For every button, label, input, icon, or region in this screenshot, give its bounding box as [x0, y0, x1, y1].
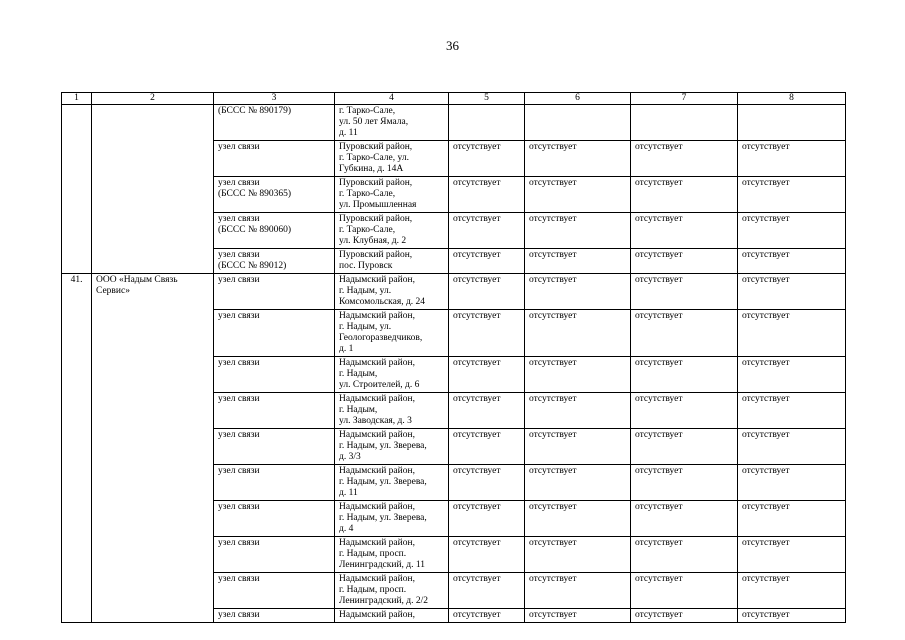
organization-cell: ООО «Надым Связь Сервис»: [92, 274, 214, 623]
col6-cell: отсутствует: [525, 249, 631, 274]
column-header-1: 1: [62, 93, 92, 105]
row-number-cell: 41.: [62, 274, 92, 623]
col7-cell: отсутствует: [631, 465, 738, 501]
col6-cell: отсутствует: [525, 141, 631, 177]
col8-cell: отсутствует: [738, 429, 846, 465]
col8-cell: отсутствует: [738, 393, 846, 429]
col5-cell: [449, 105, 525, 141]
object-type-cell: узел связи (БССС № 890365): [214, 177, 335, 213]
col7-cell: отсутствует: [631, 573, 738, 609]
column-header-4: 4: [335, 93, 449, 105]
col8-cell: отсутствует: [738, 357, 846, 393]
column-header-8: 8: [738, 93, 846, 105]
address-cell: Пуровский район, пос. Пуровск: [335, 249, 449, 274]
object-type-cell: узел связи: [214, 429, 335, 465]
object-type-cell: (БССС № 890179): [214, 105, 335, 141]
column-header-7: 7: [631, 93, 738, 105]
col7-cell: отсутствует: [631, 429, 738, 465]
address-cell: Пуровский район, г. Тарко-Сале, ул. Губкина, д. 14А: [335, 141, 449, 177]
column-header-5: 5: [449, 93, 525, 105]
address-cell: Надымский район, г. Надым, просп. Ленинградский, д. 11: [335, 537, 449, 573]
address-cell: Надымский район, г. Надым, ул. Зверева, д. 3/3: [335, 429, 449, 465]
page-number: 36: [446, 38, 459, 53]
object-type-cell: узел связи: [214, 465, 335, 501]
object-type-cell: узел связи: [214, 141, 335, 177]
organization-cell: [92, 105, 214, 274]
col6-cell: отсутствует: [525, 429, 631, 465]
col6-cell: отсутствует: [525, 393, 631, 429]
col7-cell: отсутствует: [631, 609, 738, 623]
col6-cell: отсутствует: [525, 573, 631, 609]
object-type-cell: узел связи: [214, 573, 335, 609]
col7-cell: отсутствует: [631, 177, 738, 213]
col5-cell: отсутствует: [449, 177, 525, 213]
col5-cell: отсутствует: [449, 465, 525, 501]
document-table: [61, 92, 846, 623]
col5-cell: отсутствует: [449, 393, 525, 429]
object-type-cell: узел связи: [214, 609, 335, 623]
col7-cell: отсутствует: [631, 501, 738, 537]
object-type-cell: узел связи (БССС № 890060): [214, 213, 335, 249]
address-cell: г. Тарко-Сале, ул. 50 лет Ямала, д. 11: [335, 105, 449, 141]
object-type-cell: узел связи: [214, 274, 335, 310]
object-type-cell: узел связи: [214, 310, 335, 357]
address-cell: Надымский район, г. Надым, ул. Зверева, д. 11: [335, 465, 449, 501]
col5-cell: отсутствует: [449, 501, 525, 537]
col5-cell: отсутствует: [449, 141, 525, 177]
address-cell: Надымский район, г. Надым, ул. Заводская, д. 3: [335, 393, 449, 429]
col7-cell: отсутствует: [631, 213, 738, 249]
col5-cell: отсутствует: [449, 537, 525, 573]
object-type-cell: узел связи: [214, 501, 335, 537]
address-cell: Надымский район, г. Надым, ул. Комсомольская, д. 24: [335, 274, 449, 310]
col8-cell: отсутствует: [738, 501, 846, 537]
address-cell: Надымский район, г. Надым, ул. Зверева, д. 4: [335, 501, 449, 537]
col7-cell: отсутствует: [631, 274, 738, 310]
col5-cell: отсутствует: [449, 609, 525, 623]
col6-cell: отсутствует: [525, 609, 631, 623]
col8-cell: отсутствует: [738, 609, 846, 623]
col5-cell: отсутствует: [449, 274, 525, 310]
col8-cell: отсутствует: [738, 274, 846, 310]
col8-cell: отсутствует: [738, 249, 846, 274]
row-number-cell: [62, 105, 92, 274]
col8-cell: [738, 105, 846, 141]
col6-cell: отсутствует: [525, 537, 631, 573]
col7-cell: отсутствует: [631, 357, 738, 393]
col8-cell: отсутствует: [738, 141, 846, 177]
address-cell: Надымский район,: [335, 609, 449, 623]
table-body: [62, 93, 846, 623]
col7-cell: отсутствует: [631, 393, 738, 429]
col6-cell: отсутствует: [525, 274, 631, 310]
col5-cell: отсутствует: [449, 429, 525, 465]
col7-cell: отсутствует: [631, 310, 738, 357]
col6-cell: отсутствует: [525, 357, 631, 393]
col6-cell: [525, 105, 631, 141]
col5-cell: отсутствует: [449, 249, 525, 274]
col5-cell: отсутствует: [449, 213, 525, 249]
object-type-cell: узел связи: [214, 537, 335, 573]
col8-cell: отсутствует: [738, 573, 846, 609]
address-cell: Надымский район, г. Надым, просп. Ленинградский, д. 2/2: [335, 573, 449, 609]
col7-cell: отсутствует: [631, 249, 738, 274]
address-cell: Пуровский район, г. Тарко-Сале, ул. Промышленная: [335, 177, 449, 213]
column-header-6: 6: [525, 93, 631, 105]
address-cell: Надымский район, г. Надым, ул. Строителей, д. 6: [335, 357, 449, 393]
col8-cell: отсутствует: [738, 537, 846, 573]
table-row: [62, 274, 846, 310]
address-cell: Пуровский район, г. Тарко-Сале, ул. Клубная, д. 2: [335, 213, 449, 249]
column-header-2: 2: [92, 93, 214, 105]
col7-cell: отсутствует: [631, 537, 738, 573]
col6-cell: отсутствует: [525, 465, 631, 501]
object-type-cell: узел связи: [214, 393, 335, 429]
col6-cell: отсутствует: [525, 501, 631, 537]
col5-cell: отсутствует: [449, 573, 525, 609]
col8-cell: отсутствует: [738, 310, 846, 357]
col7-cell: отсутствует: [631, 141, 738, 177]
address-cell: Надымский район, г. Надым, ул. Геологоразведчиков, д. 1: [335, 310, 449, 357]
col8-cell: отсутствует: [738, 177, 846, 213]
object-type-cell: узел связи: [214, 357, 335, 393]
object-type-cell: узел связи (БССС № 89012): [214, 249, 335, 274]
col8-cell: отсутствует: [738, 213, 846, 249]
column-header-3: 3: [214, 93, 335, 105]
col5-cell: отсутствует: [449, 310, 525, 357]
col6-cell: отсутствует: [525, 213, 631, 249]
col6-cell: отсутствует: [525, 177, 631, 213]
col8-cell: отсутствует: [738, 465, 846, 501]
col5-cell: отсутствует: [449, 357, 525, 393]
table-row: [62, 105, 846, 141]
table-header-row: [62, 93, 846, 105]
col6-cell: отсутствует: [525, 310, 631, 357]
col7-cell: [631, 105, 738, 141]
